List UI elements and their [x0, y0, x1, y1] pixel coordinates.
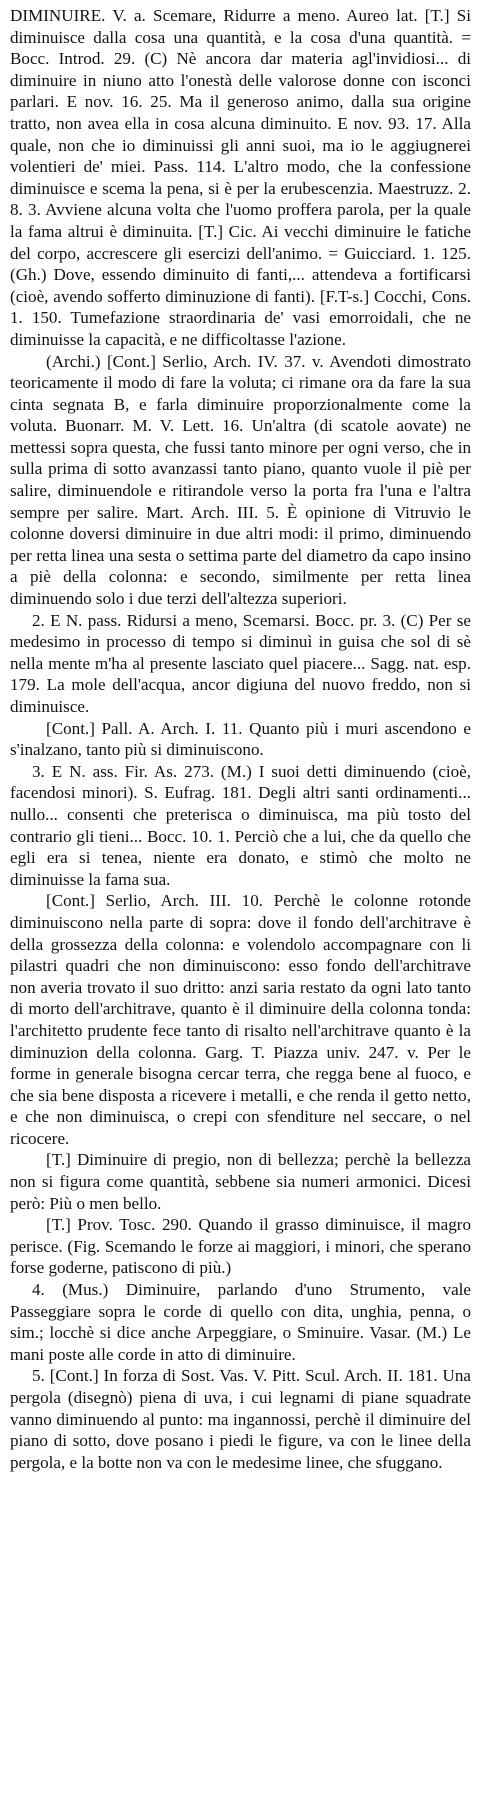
entry-architecture-paragraph: (Archi.) [Cont.] Serlio, Arch. IV. 37. v. Avendoti dimostrato teoricamente il modo di fare la voluta; ci rimane ora da fare la sua cinta segnata B, e farla diminuire proporzionalmente come la voluta. Buonarr. M. V. Lett. 16. Un'altra (di scatole aovate) ne mettessi sopra questa, che fussi tanto minore per ogni verso, che in sulla prima di sotto avanzassi tanto piano, quanto vuole il piè per salire, diminuendole e ritirandole verso la porta fra l'una e l'altra sempre per salire. Mart. Arch. III. 5. È opinione di Vitruvio le colonne doversi diminuire in due altri modi: il primo, diminuendo per retta linea una sesta o settima parte del diametro da capo insino a piè della colonna: e secondo, similmente per retta linea diminuendo solo i due terzi dell'altezza superiori.	[10, 351, 471, 609]
entry-sense-5-paragraph: 5. [Cont.] In forza di Sost. Vas. V. Pitt. Scul. Arch. II. 181. Una pergola (disegnò) piena di uva, i cui legnami di piane squadrate vanno diminuendo al punto: ma ingannossi, perchè il diminuire del piano di sotto, dove posano i piedi le figure, va con le linee della pergola, e la botte non va con le medesime linee, che sfuggano.	[10, 1366, 471, 1472]
entry-sense-4-paragraph: 4. (Mus.) Diminuire, parlando d'uno Strumento, vale Passeggiare sopra le corde di quello con dita, unghia, penna, o sim.; locchè si dice anche Arpeggiare, o Sminuire. Vasar. (M.) Le mani poste alle corde in atto di diminuire.	[10, 1280, 471, 1364]
entry-headword-paragraph: DIMINUIRE. V. a. Scemare, Ridurre a meno. Aureo lat. [T.] Si diminuisce dalla cosa una quantità, e la cosa d'una quantità. = Bocc. Introd. 29. (C) Nè ancora dar materia agl'invidiosi... di diminuire in niuno atto l'onestà delle valorose donne con isconci parlari. E nov. 16. 25. Ma il generoso animo, dalla sua origine tratto, non avea ella in cosa alcuna diminuito. E nov. 93. 17. Alla quale, non che io diminuissi gli anni suoi, ma io le aggiugnerei volentieri de' miei. Pass. 114. L'altro modo, che la confessione diminuisce e scema la pena, si è per la erubescenzia. Maestruzz. 2. 8. 3. Avviene alcuna volta che l'uomo proffera parola, per la quale la fama altrui è diminuita. [T.] Cic. Ai vecchi diminuire le fatiche del corpo, accrescere gli esercizi dell'animo. = Guicciard. 1. 125. (Gh.) Dove, essendo diminuito di fanti,... attendeva a fortificarsi (cioè, avendo sofferto diminuzione di fanti). [F.T-s.] Cocchi, Cons. 1. 150. Tumefazione straordinaria de' vasi emorroidali, che ne diminuisse la capacità, e ne difficoltasse l'azione.	[10, 6, 471, 349]
entry-sense-3-cont-paragraph: [Cont.] Serlio, Arch. III. 10. Perchè le colonne rotonde diminuiscono nella parte di sopra: dove il fondo dell'architrave è della grossezza della colonna: e volendolo accompagnare con li pilastri quadri che non diminuiscono: esso fondo dell'architrave non averia trovato il suo dritto: anzi saria restato da ogni lato tanto di morto dell'architrave, quanto è il diminuire della colonna tonda: l'architetto prudente fece tanto di risalto nell'architrave quanto è la diminuzion della colonna. Garg. T. Piazza univ. 247. v. Per le forme in generale bisogna cercar terra, che regga bene al fuoco, e che sia bene disposta a ricevere i metalli, e che renda il getto netto, e che non diminuisca, o crepi con sfenditure nel seccare, o nel ricocere.	[10, 891, 471, 1148]
entry-sense-2-paragraph: 2. E N. pass. Ridursi a meno, Scemarsi. Bocc. pr. 3. (C) Per se medesimo in processo di tempo si diminuì in guisa che sol di sè nella mente m'ha al presente lasciato quel piacere... Sagg. nat. esp. 179. La mole dell'acqua, ancor digiuna del nuovo freddo, non si diminuisce.	[10, 610, 471, 716]
entry-sense-3-paragraph: 3. E N. ass. Fir. As. 273. (M.) I suoi detti diminuendo (cioè, facendosi minori). S. Eufrag. 181. Degli altri santi ordinamenti... nullo... consenti che preterisca o diminuisca, ma più tosto del contrario gli tieni... Bocc. 10. 1. Perciò che a lui, che da quello che egli era si tenea, niente era donato, e stimò che molto ne diminuisse la fama sua.	[10, 761, 471, 889]
entry-sense-2-cont-paragraph: [Cont.] Pall. A. Arch. I. 11. Quanto più i muri ascendono e s'inalzano, tanto più si diminuiscono.	[10, 718, 471, 760]
entry-note-pregio-paragraph: [T.] Diminuire di pregio, non di bellezza; perchè la bellezza non si figura come quantità, sebbene sia numeri armonici. Dicesi però: Più o men bello.	[10, 1150, 471, 1213]
entry-proverb-paragraph: [T.] Prov. Tosc. 290. Quando il grasso diminuisce, il magro perisce. (Fig. Scemando le forze ai maggiori, i minori, che sperano forse goderne, patiscono di più.)	[10, 1215, 471, 1278]
